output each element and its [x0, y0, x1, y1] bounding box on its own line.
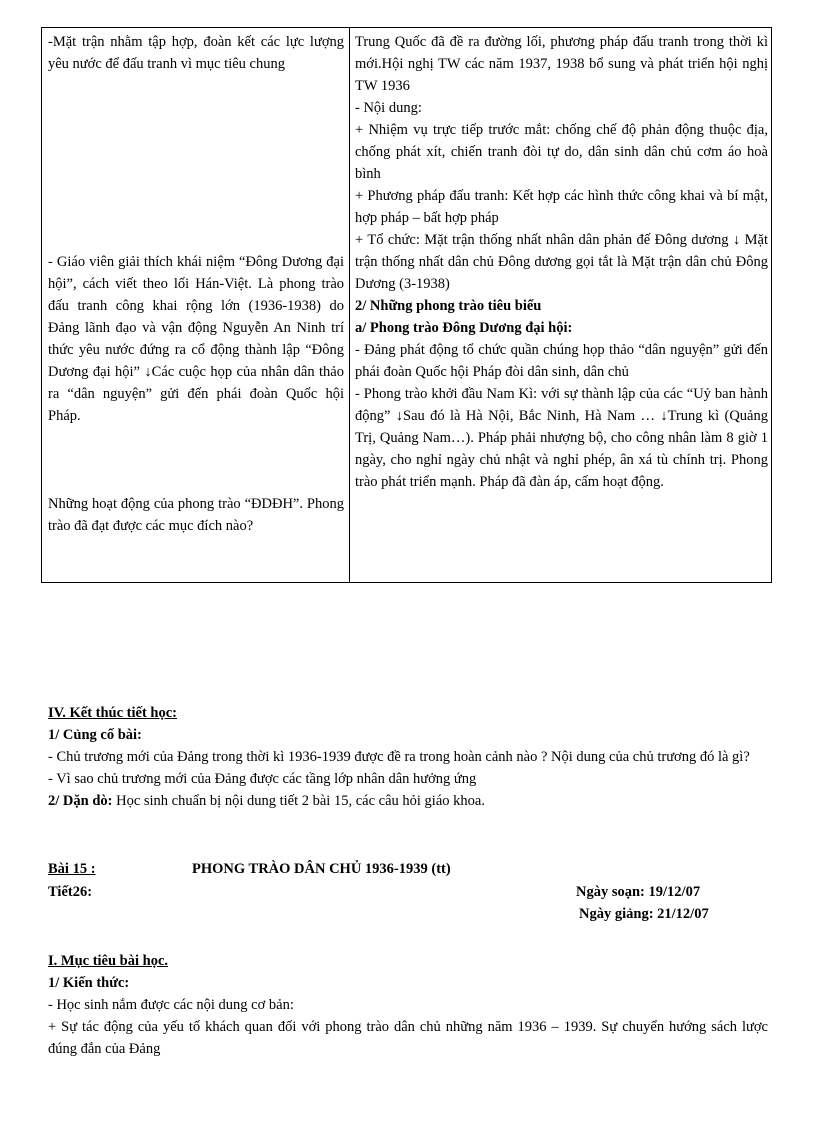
left-cell-top: -Mặt trận nhằm tập hợp, đoàn kết các lực lượng yêu nước để đấu tranh vì mục tiêu chung: [48, 34, 344, 72]
column-divider: [349, 28, 350, 582]
section-iv-heading: IV. Kết thúc tiết học:: [48, 705, 178, 721]
right-cell: [355, 31, 768, 493]
lesson-title: PHONG TRÀO DÂN CHỦ 1936-1939 (tt): [192, 861, 451, 877]
lesson-number: Bài 15 :: [48, 861, 96, 877]
teach-date: Ngày giảng: 21/12/07: [579, 906, 709, 922]
left-cell-bottom: Những hoạt động của phong trào “ĐDĐH”. Phong trào đã đạt được các mục đích nào?: [48, 496, 344, 534]
right-p4: + Phương pháp đấu tranh: Kết hợp các hình thức công khai và bí mật, hợp pháp – bất hợp pháp: [355, 188, 768, 226]
right-p3: + Nhiệm vụ trực tiếp trước mắt: chống chế độ phản động thuộc địa, chống phát xít, chiến tranh đòi tự do, dân sinh dân chủ cơm áo hoà bình: [355, 122, 768, 182]
objective-line-1: - Học sinh nắm được các nội dung cơ bản:: [48, 997, 294, 1013]
section-i: [48, 950, 768, 1060]
right-p7: - Phong trào khởi đầu Nam Kì: với sự thành lập của các “Uỷ ban hành động” ↓Sau đó là Hà Nội, Bắc Ninh, Hà Nam … ↓Trung kì (Quảng Trị, Quảng Nam…). Pháp phải nhượng bộ, cho công nhân làm 8 giờ 1 ngày, cho nghỉ ngày chủ nhật và nghỉ phép, ân xá tù chính trị. Phong trào phát triển mạnh. Pháp đã đàn áp, cấm hoạt động.: [355, 386, 768, 490]
review-question-2: - Vì sao chủ trương mới của Đảng được các tầng lớp nhân dân hưởng ứng: [48, 771, 477, 787]
right-p1: Trung Quốc đã đề ra đường lối, phương pháp đấu tranh trong thời kì mới.Hội nghị TW các năm 1937, 1938 bổ sung và phát triển hội nghị TW 1936: [355, 34, 768, 94]
section-iv-sub1: 1/ Củng cố bài:: [48, 727, 142, 743]
right-p2: - Nội dung:: [355, 100, 422, 116]
prep-date: Ngày soạn: 19/12/07: [576, 884, 701, 900]
section-i-heading: I. Mục tiêu bài học.: [48, 953, 169, 969]
section-iv: [48, 702, 768, 812]
review-question-1: - Chủ trương mới của Đảng trong thời kì 1936-1939 được đề ra trong hoàn cảnh nào ? Nội dung của chủ trương đó là gì?: [48, 749, 750, 765]
heading-dong-duong-dai-hoi: a/ Phong trào Đông Dương đại hội:: [355, 320, 573, 336]
heading-movements: 2/ Những phong trào tiêu biểu: [355, 298, 542, 314]
period-number: Tiết26:: [48, 884, 93, 900]
section-i-sub1: 1/ Kiến thức:: [48, 975, 130, 991]
left-cell-middle: - Giáo viên giải thích khái niệm “Đông Dương đại hội”, cách viết theo lối Hán-Việt. Là phong trào đấu tranh công khai rộng lớn (1936-1938) do Đảng lãnh đạo và vận động Nguyễn An Ninh trí thức yêu nước đứng ra cổ động thành lập “Đông Dương đại hội” ↓Các cuộc họp của nhân dân thảo ra “dân nguyện” gửi đến phái đoàn Quốc hội Pháp.: [48, 254, 344, 424]
right-p6: - Đảng phát động tổ chức quần chúng họp thảo “dân nguyện” gửi đến phái đoàn Quốc hội Pháp đòi dân sinh, dân chủ: [355, 342, 768, 380]
lesson-table: [41, 27, 772, 583]
homework-text: Học sinh chuẩn bị nội dung tiết 2 bài 15, các câu hỏi giáo khoa.: [112, 793, 485, 809]
homework-label: 2/ Dặn dò:: [48, 793, 113, 809]
homework-line: [48, 790, 768, 812]
objective-line-2: + Sự tác động của yếu tố khách quan đối với phong trào dân chủ những năm 1936 – 1939. Sự chuyển hướng sách lược đúng đắn của Đảng: [48, 1019, 768, 1057]
right-p5: + Tổ chức: Mặt trận thống nhất nhân dân phản đế Đông dương ↓ Mặt trận thống nhất dân chủ Đông dương gọi tắt là Mặt trận dân chủ Đông Dương (3-1938): [355, 232, 768, 292]
